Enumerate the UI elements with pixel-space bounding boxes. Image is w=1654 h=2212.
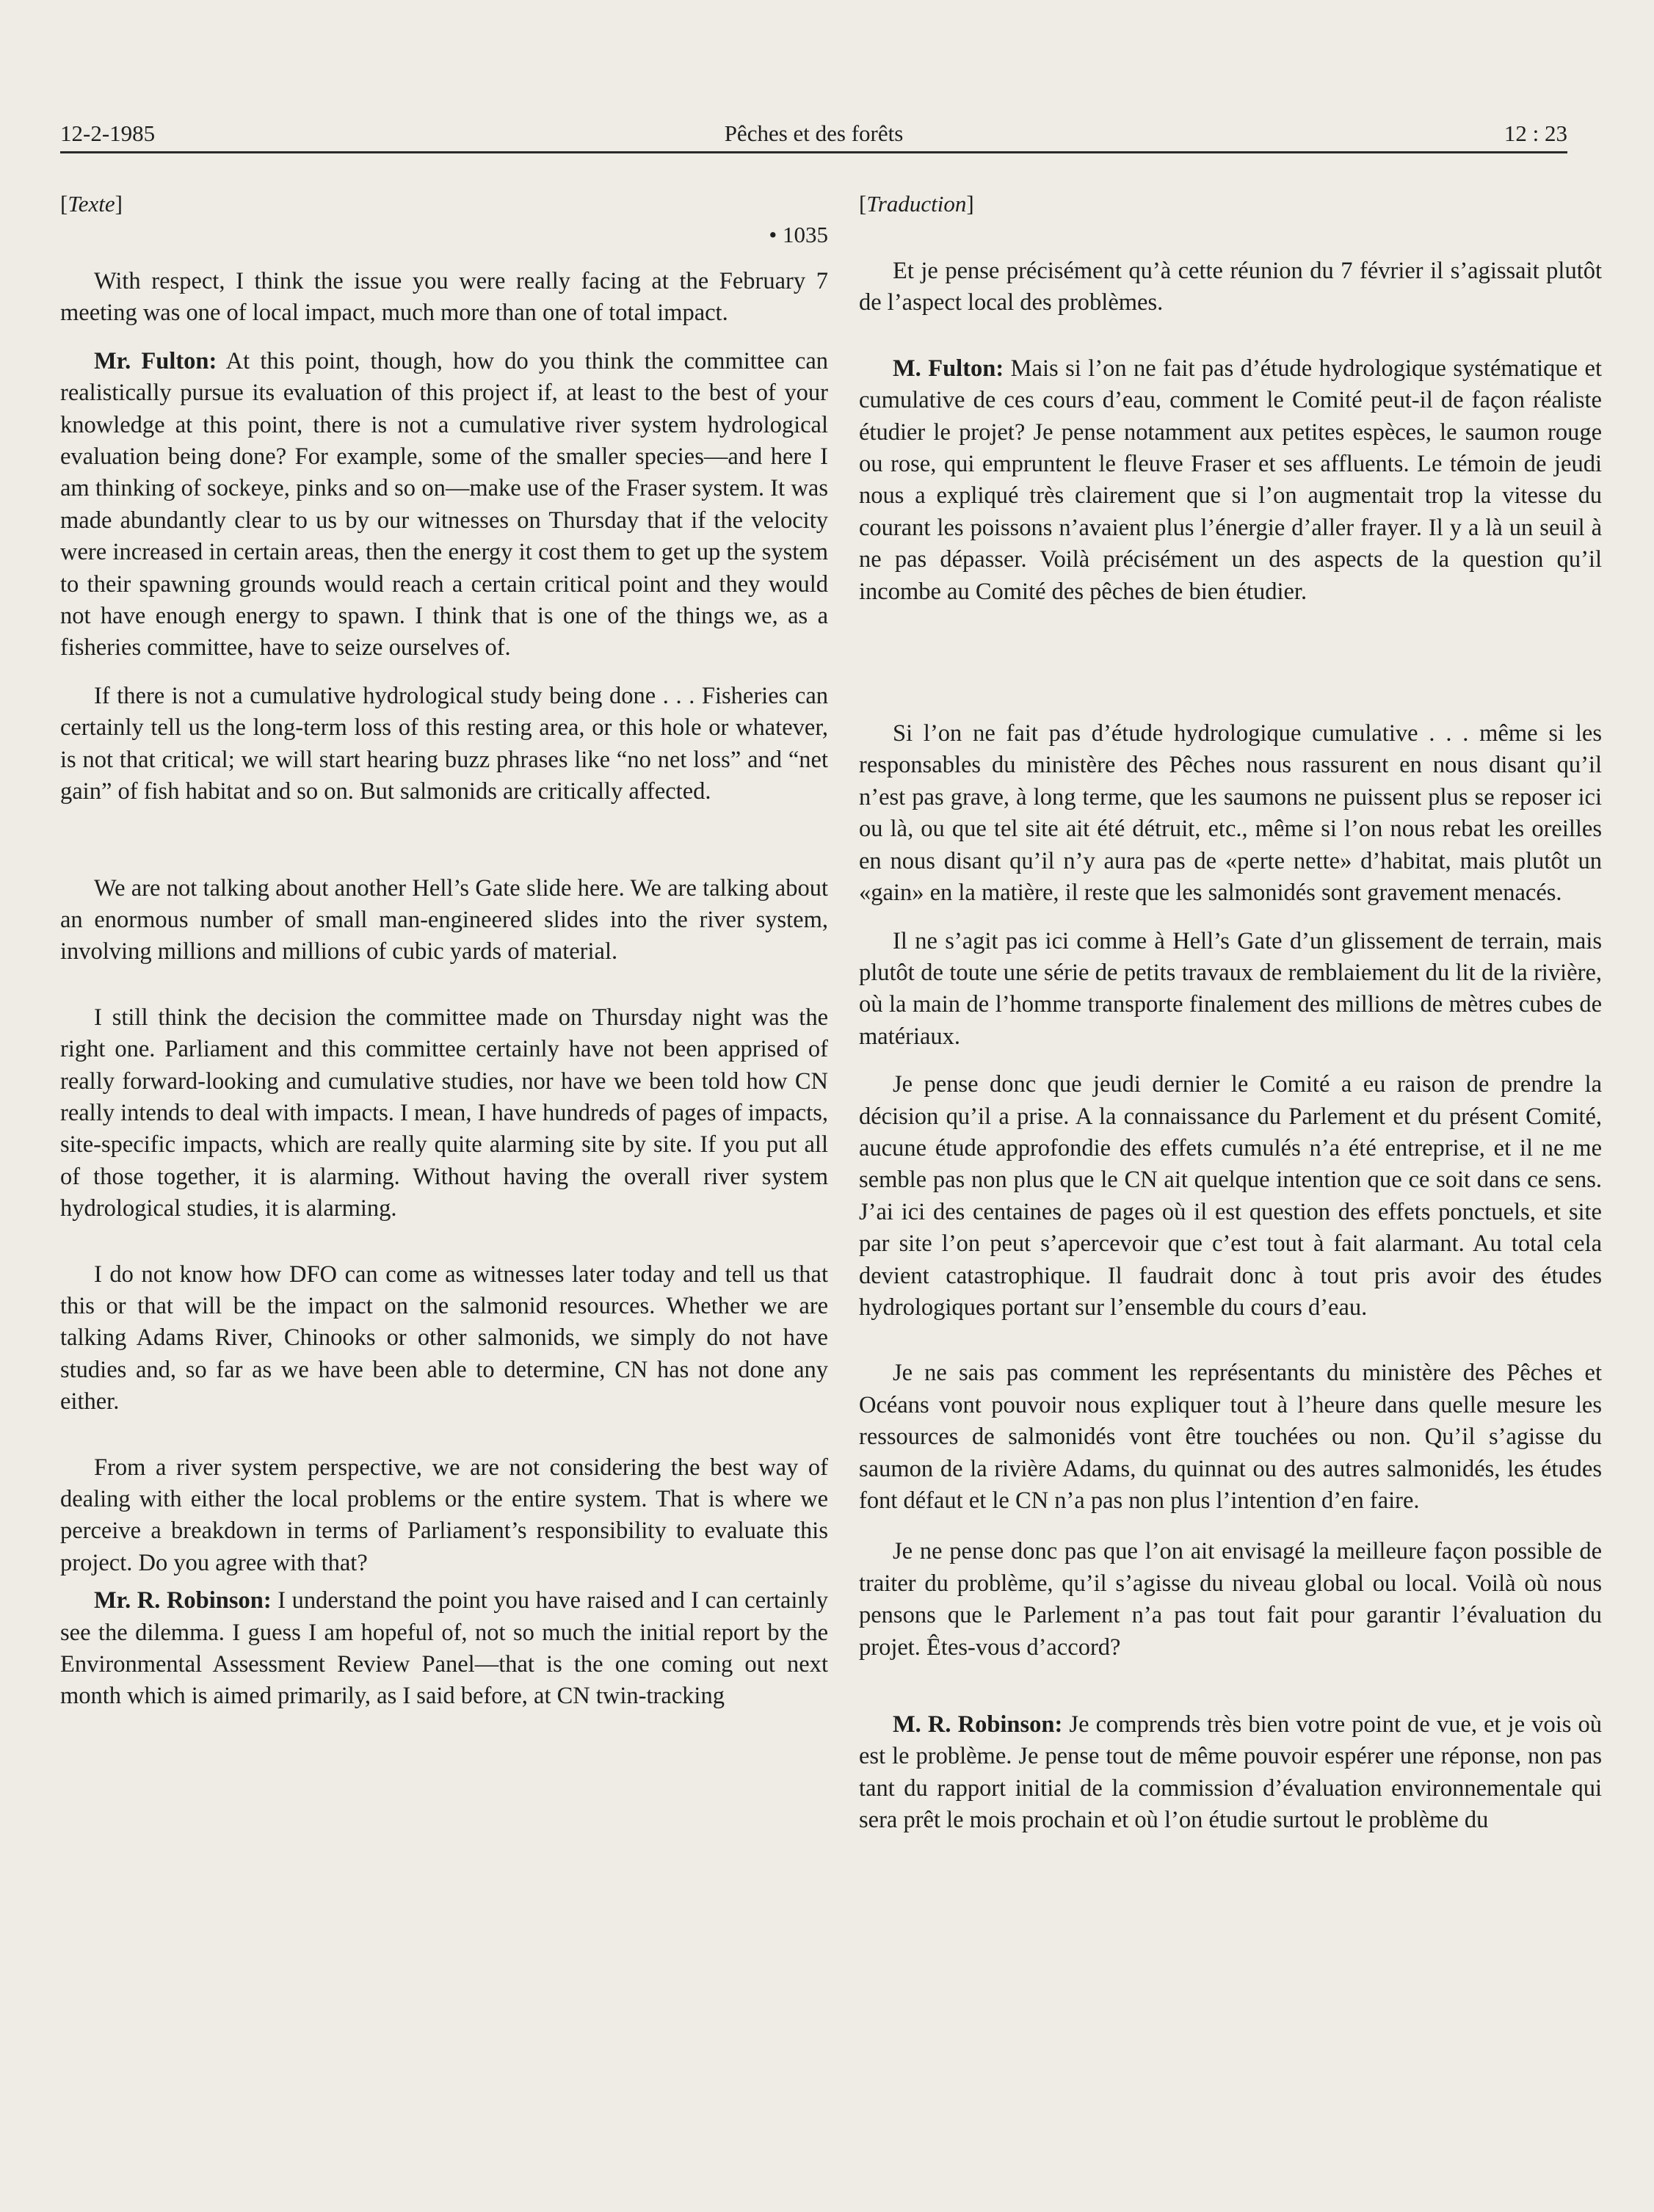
header-title: Pêches et des forêts (724, 120, 904, 146)
paragraph: Et je pense précisément qu’à cette réunion du 7 février il s’agissait plutôt de l’aspect local des problèmes. (859, 258, 1602, 316)
right-column-tag: [Traduction] (859, 191, 974, 217)
header-date: 12-2-1985 (60, 120, 156, 146)
paragraph: M. Fulton: Mais si l’on ne fait pas d’étude hydrologique systématique et cumulative de ces cours d’eau, comment le Comité peut-il de façon réaliste étudier le projet? Je pense notamment aux petites espèces, le saumon rouge ou rose, qui empruntent le fleuve Fraser et ses affluents. Le témoin de jeudi nous a expliqué très clairement que si l’on augmentait trop la vitesse du courant les poissons n’avaient plus l’énergie d’aller frayer. Il y a là un seuil à ne pas dépasser. Voilà précisément un des aspects de la question qu’il incombe au Comité des pêches de bien étudier. (859, 355, 1602, 605)
paragraph: With respect, I think the issue you were really facing at the February 7 meeting was one of local impact, much more than one of total impact. (60, 268, 828, 327)
left-column-tag: [Texte] (60, 191, 123, 217)
paragraph: Je ne sais pas comment les représentants du ministère des Pêches et Océans vont pouvoir nous expliquer tout à l’heure dans quelle mesure les ressources de salmonidés vont être touchées ou non. Qu’il s’agisse du saumon de la rivière Adams, du quinnat ou des autres salmonidés, les études font défaut et le CN n’a pas non plus l’intention d’en faire. (859, 1360, 1602, 1514)
time-marker: • 1035 (769, 222, 828, 247)
speaker-name: Mr. R. Robinson: (94, 1587, 272, 1614)
paragraph: Si l’on ne fait pas d’étude hydrologique cumulative . . . même si les responsables du ministère des Pêches nous rassurent en nous disant qu’il n’est pas grave, à long terme, que les saumons ne puissent plus se reposer ici ou là, ou que tel site ait été détruit, etc., même si l’on nous rebat les oreilles en nous disant qu’il n’y aura pas de «perte nette» d’habitat, mais plutôt un «gain» en la matière, il reste que les salmonidés sont gravement menacés. (859, 720, 1602, 907)
paragraph: If there is not a cumulative hydrological study being done . . . Fisheries can certainly tell us the long-term loss of this resting area, or this hole or whatever, is not that critical; we will start hearing buzz phrases like “no net loss” and “net gain” of fish habitat and so on. But salmonids are critically affected. (60, 682, 828, 805)
paragraph: I still think the decision the committee made on Thursday night was the right one. Parliament and this committee certainly have not been apprised of really forward-looking and cumulative studies, nor have we been told how CN really intends to deal with impacts. I mean, I have hundreds of pages of impacts, site-specific impacts, which are really quite alarming site by site. If you put all of those together, it is alarming. Without having the overall river system hydrological studies, it is alarming. (60, 1004, 829, 1222)
paragraph: Il ne s’agit pas ici comme à Hell’s Gate d’un glissement de terrain, mais plutôt de toute une série de petits travaux de remblaiement du lit de la rivière, où la main de l’homme transporte finalement des millions de mètres cubes de matériaux. (859, 927, 1602, 1050)
paragraph: I do not know how DFO can come as witnesses later today and tell us that this or that will be the impact on the salmonid resources. Whether we are talking Adams River, Chinooks or other salmonids, we simply do not have studies and, so far as we have been able to determine, CN has not done any either. (60, 1261, 828, 1415)
paragraph: Mr. Fulton: At this point, though, how do you think the committee can realistically pursue its evaluation of this project if, at least to the best of your knowledge at this point, there is not a cumulative river system hydrological evaluation being done? For example, some of the smaller species—and here I am thinking of sockeye, pinks and so on—make use of the Fraser system. It was made abundantly clear to us by our witnesses on Thursday that if the velocity were increased in certain areas, then the energy it cost them to get up the system to their spawning grounds would reach a certain critical point and they would not have enough energy to spawn. I think that is one of the things we, as a fisheries committee, have to seize ourselves of. (60, 347, 828, 661)
speaker-name: Mr. Fulton: (94, 347, 217, 374)
left-column (60, 189, 828, 1713)
paragraph: Je ne pense donc pas que l’on ait envisagé la meilleure façon possible de traiter du problème, qu’il s’agisse du niveau global ou local. Voilà où nous pensons que le Parlement n’a pas tout fait pour garantir l’évaluation du projet. Êtes-vous d’accord? (859, 1538, 1602, 1661)
speaker-name: M. R. Robinson: (893, 1711, 1063, 1738)
paragraph: Mr. R. Robinson: I understand the point you have raised and I can certainly see the dilemma. I guess I am hopeful of, not so much the initial report by the Environmental Assessment Review Panel—that is the one coming out next month which is aimed primarily, as I said before, at CN twin-tracking (60, 1587, 828, 1710)
right-column (859, 189, 1602, 1837)
header-page-number: 12 : 23 (1504, 120, 1567, 146)
paragraph: Je pense donc que jeudi dernier le Comité a eu raison de prendre la décision qu’il a prise. A la connaissance du Parlement et du présent Comité, aucune étude approfondie des effets cumulés n’a été entreprise, et il ne me semble pas non plus que le CN ait quelque intention que ce soit dans ce sens. J’ai ici des centaines de pages où il est question des effets ponctuels, et site par site l’on peut s’apercevoir que c’est tout à fait alarmant. Au total cela devient catastrophique. Il faudrait donc à tout pris avoir des études hydrologiques portant sur l’ensemble du cours d’eau. (859, 1071, 1602, 1321)
paragraph: From a river system perspective, we are not considering the best way of dealing with either the local problems or the entire system. That is where we perceive a breakdown in terms of Parliament’s responsibility to evaluate this project. Do you agree with that? (60, 1454, 828, 1576)
paragraph: M. R. Robinson: Je comprends très bien votre point de vue, et je vois où est le problème. Je pense tout de même pouvoir espérer une réponse, non pas tant du rapport initial de la commission d’évaluation environnementale qui sera prêt le mois prochain et où l’on étudie surtout le problème du (859, 1711, 1603, 1834)
speaker-name: M. Fulton: (893, 355, 1004, 382)
page-header (60, 117, 1567, 153)
paragraph: We are not talking about another Hell’s Gate slide here. We are talking about an enormous number of small man-engineered slides into the river system, involving millions and millions of cubic yards of material. (60, 874, 828, 965)
